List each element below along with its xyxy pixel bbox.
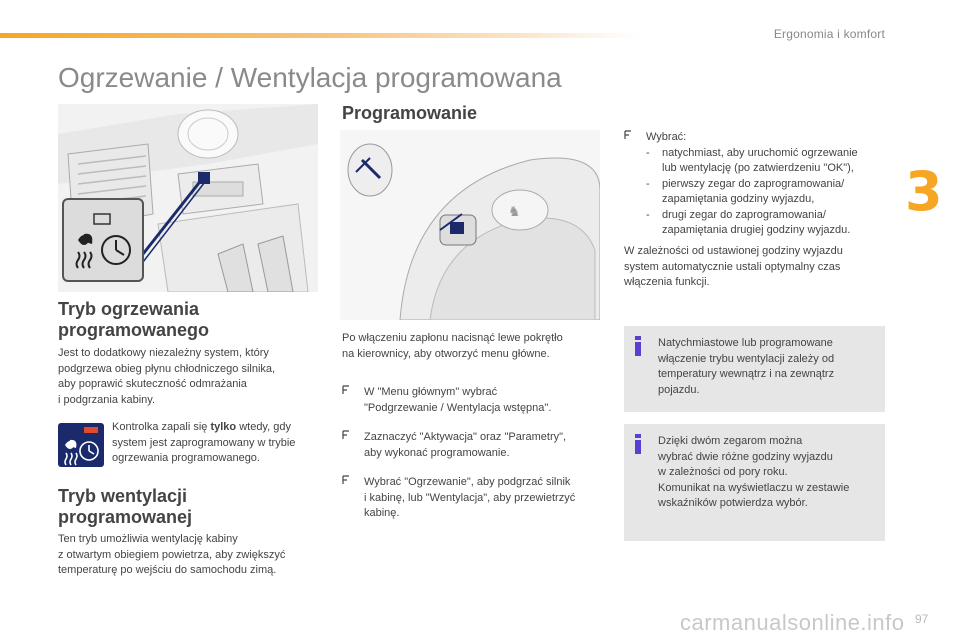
ventilation-mode-description: Ten tryb umożliwia wentylację kabiny z otwartym obiegiem powietrza, aby zwiększyć temperaturę po wejściu do samochodu zimą. <box>58 533 286 576</box>
heating-mode-description: Jest to dodatkowy niezależny system, który podgrzewa obieg płynu chłodniczego silnika, aby poprawić skuteczność odmrażania i podgrzania kabiny. <box>58 347 276 406</box>
select-options-list: Wybrać: - natychmiast, aby uruchomić ogrzewanie lub wentylację (po zatwierdzeniu "OK"), - pierwszy zegar do zaprogramowania/ zapamiętania godziny wyjazdu, - drugi zegar do zaprogramowania/ zapamiętania drugiej godziny wyjazdu. <box>624 130 894 239</box>
info-box-two-clocks: Dzięki dwóm zegarom można wybrać dwie różne godziny wyjazdu w zależności od pory roku. Komunikat na wyświetlaczu w zestawie wskaźników potwierdza wybór. <box>624 424 885 541</box>
option-second-clock: - drugi zegar do zaprogramowania/ zapamiętania drugiej godziny wyjazdu. <box>646 208 851 236</box>
info-icon <box>634 336 641 354</box>
steering-wheel-photo <box>340 130 600 320</box>
watermark: carmanualsonline.info <box>680 610 905 635</box>
checkbox-bullet-icon <box>624 130 634 146</box>
heater-clock-icon <box>64 200 142 280</box>
ventilation-mode-title: Tryb wentylacji programowanej <box>58 486 193 527</box>
option-first-clock: - pierwszy zegar do zaprogramowania/ zapamiętania godziny wyjazdu, <box>646 177 845 205</box>
info-icon <box>634 434 641 452</box>
step-main-menu: W "Menu głównym" wybrać "Podgrzewanie / Wentylacja wstępna". <box>342 385 612 416</box>
heating-mode-title: Tryb ogrzewania programowanego <box>58 299 210 340</box>
page-number: 97 <box>915 612 929 626</box>
page-title: Ogrzewanie / Wentylacja programowana <box>58 62 562 93</box>
programming-intro: Po włączeniu zapłonu nacisnąć lewe pokrętło na kierownicy, aby otworzyć menu główne. <box>342 332 563 360</box>
header-accent-bar <box>0 33 640 38</box>
checkbox-bullet-icon <box>342 430 352 446</box>
indicator-description: Kontrolka zapali się tylko wtedy, gdy system jest zaprogramowany w trybie ogrzewania programowanego. <box>112 421 296 464</box>
checkbox-bullet-icon <box>342 385 352 401</box>
section-label: Ergonomia i komfort <box>773 27 885 41</box>
programmable-heating-button-illustration <box>62 198 144 282</box>
indicator-lamp-icon <box>58 423 104 467</box>
option-immediate: - natychmiast, aby uruchomić ogrzewanie lub wentylację (po zatwierdzeniu "OK"), <box>646 146 858 174</box>
chapter-number: 3 <box>905 160 943 223</box>
step-activation: Zaznaczyć "Aktywacja" oraz "Parametry", aby wykonać programowanie. <box>342 430 612 461</box>
automatic-timing-note: W zależności od ustawionej godziny wyjazdu system automatycznie ustali optymalny czas włączenia funkcji. <box>624 245 843 288</box>
info-box-ventilation: Natychmiastowe lub programowane włączenie trybu wentylacji zależy od temperatury wewnątrz i na zewnątrz pojazdu. <box>624 326 885 412</box>
checkbox-bullet-icon <box>342 475 352 491</box>
step-select-mode: Wybrać "Ogrzewanie", aby podgrzać silnik i kabinę, lub "Wentylacja", aby przewietrzyć kabinę. <box>342 475 612 522</box>
svg-text:♞: ♞ <box>508 204 521 220</box>
programming-title: Programowanie <box>342 103 478 123</box>
